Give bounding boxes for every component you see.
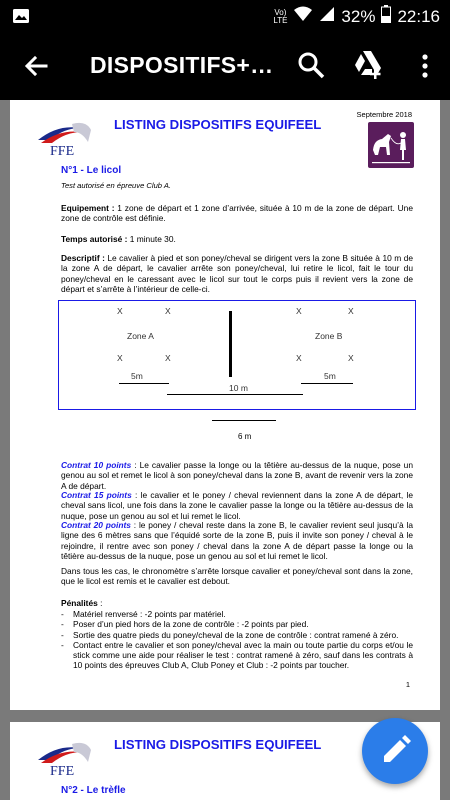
more-vert-icon[interactable] [420, 52, 430, 80]
zone-b-label: Zone B [315, 331, 343, 341]
ffe-logo-text: FFE [50, 144, 75, 159]
contrat-10-label: Contrat 10 points [61, 460, 132, 470]
contrat-20-paragraph [61, 520, 413, 561]
section-subtitle: Test autorisé en épreuve Club A. [61, 181, 172, 190]
distance-5m-left: 5m [131, 371, 143, 381]
status-bar [0, 0, 450, 32]
contrat-15-paragraph [61, 490, 413, 521]
search-icon[interactable] [296, 50, 326, 80]
edit-fab[interactable] [362, 718, 428, 784]
page-number: 1 [405, 680, 410, 689]
descriptif-text: Le cavalier à pied et son poney/cheval se dirigent vers la zone B située à 10 m de la zone A de départ, le cavalier arrête son poney/cheval, lui retire le licol, fait le tour du poney/cheval en le caressant avec le licol sur tout le corps puis il revient vers la zone de départ et s’arrête à l’intérieur de celle-ci. [61, 253, 414, 294]
list-item: - Sortie des quatre pieds du poney/cheval de la zone de contrôle : contrat ramené à zéro. [61, 629, 399, 640]
section-title: N°2 - Le trèfle [61, 785, 126, 796]
contrat-15-label: Contrat 15 points [61, 490, 132, 500]
volte-indicator: Vo) LTE [273, 7, 288, 25]
list-item: - Poser d’un pied hors de la zone de contrôle : -2 points par pied. [61, 619, 309, 630]
document-title: DISPOSITIFS+… [90, 52, 274, 78]
penalites-heading [61, 598, 413, 608]
ffe-logo [36, 120, 94, 162]
signal-icon [319, 6, 335, 27]
distance-arrow [301, 383, 353, 384]
distance-10m: 10 m [229, 383, 248, 393]
arrow-back-icon[interactable] [20, 50, 52, 82]
list-item: - Matériel renversé : -2 points par matériel. [61, 609, 226, 619]
app-bar [0, 32, 450, 100]
temps-paragraph [61, 234, 413, 244]
pdf-page-1[interactable] [10, 100, 440, 710]
marker-x: X [296, 306, 302, 316]
clock: 22:16 [397, 6, 440, 26]
equifeel-logo [368, 122, 414, 168]
penalites-list [61, 609, 413, 671]
equipement-label: Equipement : [61, 203, 115, 213]
edit-pencil-icon [362, 718, 428, 784]
marker-x: X [348, 306, 354, 316]
equipement-text: 1 zone de départ et 1 zone d’arrivée, située à 10 m de la zone de départ. Une zone de contrôle est définie. [61, 203, 413, 224]
ffe-logo [36, 740, 94, 782]
contrat-20-label: Contrat 20 points [61, 520, 131, 530]
distance-arrow [167, 394, 303, 395]
chrono-paragraph: Dans tous les cas, le chronomètre s’arrête lorsque cavalier et poney/cheval sont dans la zone, que le licol est remis et le cavalier est debout. [61, 566, 413, 587]
descriptif-label: Descriptif : [61, 253, 105, 263]
contrat-20-text: : le poney / cheval reste dans la zone B, le cavalier revient seul jusqu’à la ligne des 6 mètres sans que l’équidé sorte de la zone B, puis il invite son poney / cheval à le rejoindre, il rentre avec son poney / cheval dans la zone A de départ passe la longe ou la têtière au-dessus de la nuque, pose un genou au sol et lui remet le licol. [61, 520, 413, 561]
control-line [229, 311, 232, 377]
gallery-notification-icon [12, 7, 30, 30]
document-date: Septembre 2018 [356, 110, 412, 119]
battery-icon [381, 5, 391, 28]
distance-6m-arrow [212, 420, 276, 421]
marker-x: X [165, 353, 171, 363]
distance-6m: 6 m [238, 432, 252, 441]
wifi-icon [293, 6, 313, 27]
distance-arrow [119, 383, 169, 384]
course-diagram [58, 300, 416, 410]
contrat-15-text: : le cavalier et le poney / cheval reviennent dans la zone A de départ, le cheval sans licol, une fois dans la zone le cavalier passe la longe ou la têtière au-dessus de la nuque, pose un genou au sol et lui remet le licol. [61, 490, 413, 521]
equipement-paragraph [61, 203, 413, 224]
doc-title: LISTING DISPOSITIFS EQUIFEEL [114, 117, 322, 132]
section-title: N°1 - Le licol [61, 165, 122, 176]
marker-x: X [117, 353, 123, 363]
distance-5m-right: 5m [324, 371, 336, 381]
marker-x: X [117, 306, 123, 316]
battery-percent: 32% [341, 6, 376, 26]
penalites-label: Pénalités [61, 598, 98, 608]
doc-title: LISTING DISPOSITIFS EQUIFEEL [114, 737, 322, 752]
marker-x: X [348, 353, 354, 363]
add-to-drive-icon[interactable] [352, 50, 384, 80]
ffe-logo-text: FFE [50, 764, 75, 779]
descriptif-paragraph [61, 253, 413, 294]
marker-x: X [296, 353, 302, 363]
temps-text: 1 minute 30. [127, 234, 176, 244]
marker-x: X [165, 306, 171, 316]
penalites-colon: : [97, 598, 103, 608]
contrat-10-paragraph [61, 460, 413, 491]
temps-label: Temps autorisé : [61, 234, 128, 244]
contrat-10-text: : Le cavalier passe la longe ou la têtière au-dessus de la nuque, pose un genou au sol et remet le licol à son poney/cheval dans la zone B, avant de revenir vers la zone A de départ. [61, 460, 413, 491]
zone-a-label: Zone A [127, 331, 154, 341]
list-item: - Contact entre le cavalier et son poney/cheval avec la main ou toute partie du corps et/ou le stick comme une aide pour réaliser le test : contrat ramené à zéro, sauf dans les contrats à 10 points des épreuves Club A, Club Poney et Club : -2 points par toucher. [61, 639, 413, 671]
